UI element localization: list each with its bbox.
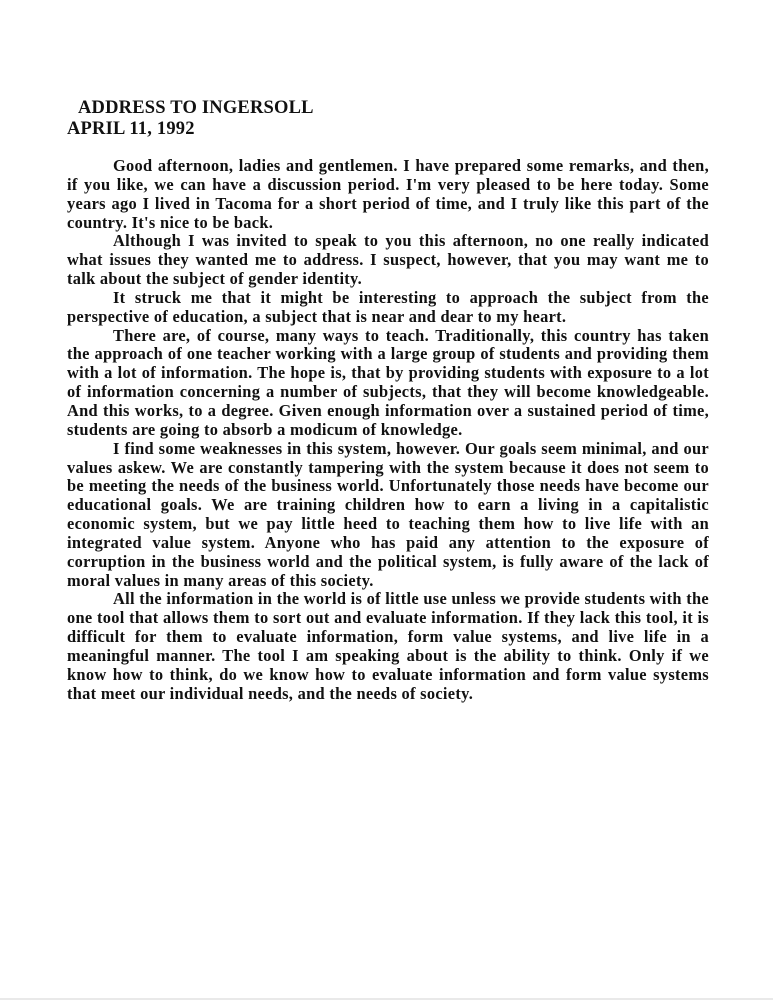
document-heading xyxy=(67,98,707,140)
document-title: ADDRESS TO INGERSOLL xyxy=(78,98,314,118)
document-body xyxy=(67,157,709,703)
document-date: APRIL 11, 1992 xyxy=(67,119,195,139)
paragraph-thinking: All the information in the world is of little use unless we provide students with the one tool that allows them to sort out and evaluate information. If they lack this tool, it is difficult for them to evaluate information, form value systems, and live life in a meaningful manner. The tool I am speaking about is the ability to think. Only if we know how to think, do we know how to evaluate information and form value systems that meet our individual needs, and the needs of society. xyxy=(67,589,709,703)
paragraph-greeting: Good afternoon, ladies and gentlemen. I have prepared some remarks, and then, if you like, we can have a discussion period. I'm very pleased to be here today. Some years ago I lived in Tacoma for a short period of time, and I truly like this part of the country. It's nice to be back. xyxy=(67,156,709,232)
paragraph-weaknesses: I find some weaknesses in this system, however. Our goals seem minimal, and our values askew. We are constantly tampering with the system because it does not seem to be meeting the needs of the business world. Unfortunately those needs have become our educational goals. We are training children how to earn a living in a capitalistic economic system, but we pay little heed to teaching them how to live life with an integrated value system. Anyone who has paid any attention to the exposure of corruption in the business world and the political system, is fully aware of the lack of moral values in many areas of this society. xyxy=(67,438,709,590)
paragraph-teaching: There are, of course, many ways to teach. Traditionally, this country has taken the approach of one teacher working with a large group of students and providing them with a lot of information. The hope is, that by providing students with exposure to a lot of information concerning a number of subjects, that they will become knowledgeable. And this works, to a degree. Given enough information over a sustained period of time, students are going to absorb a modicum of knowledge. xyxy=(67,325,709,439)
paragraph-approach: It struck me that it might be interesting to approach the subject from the perspective of education, a subject that is near and dear to my heart. xyxy=(67,287,709,326)
paragraph-topic: Although I was invited to speak to you this afternoon, no one really indicated what issues they wanted me to address. I suspect, however, that you may want me to talk about the subject of gender identity. xyxy=(67,231,709,289)
